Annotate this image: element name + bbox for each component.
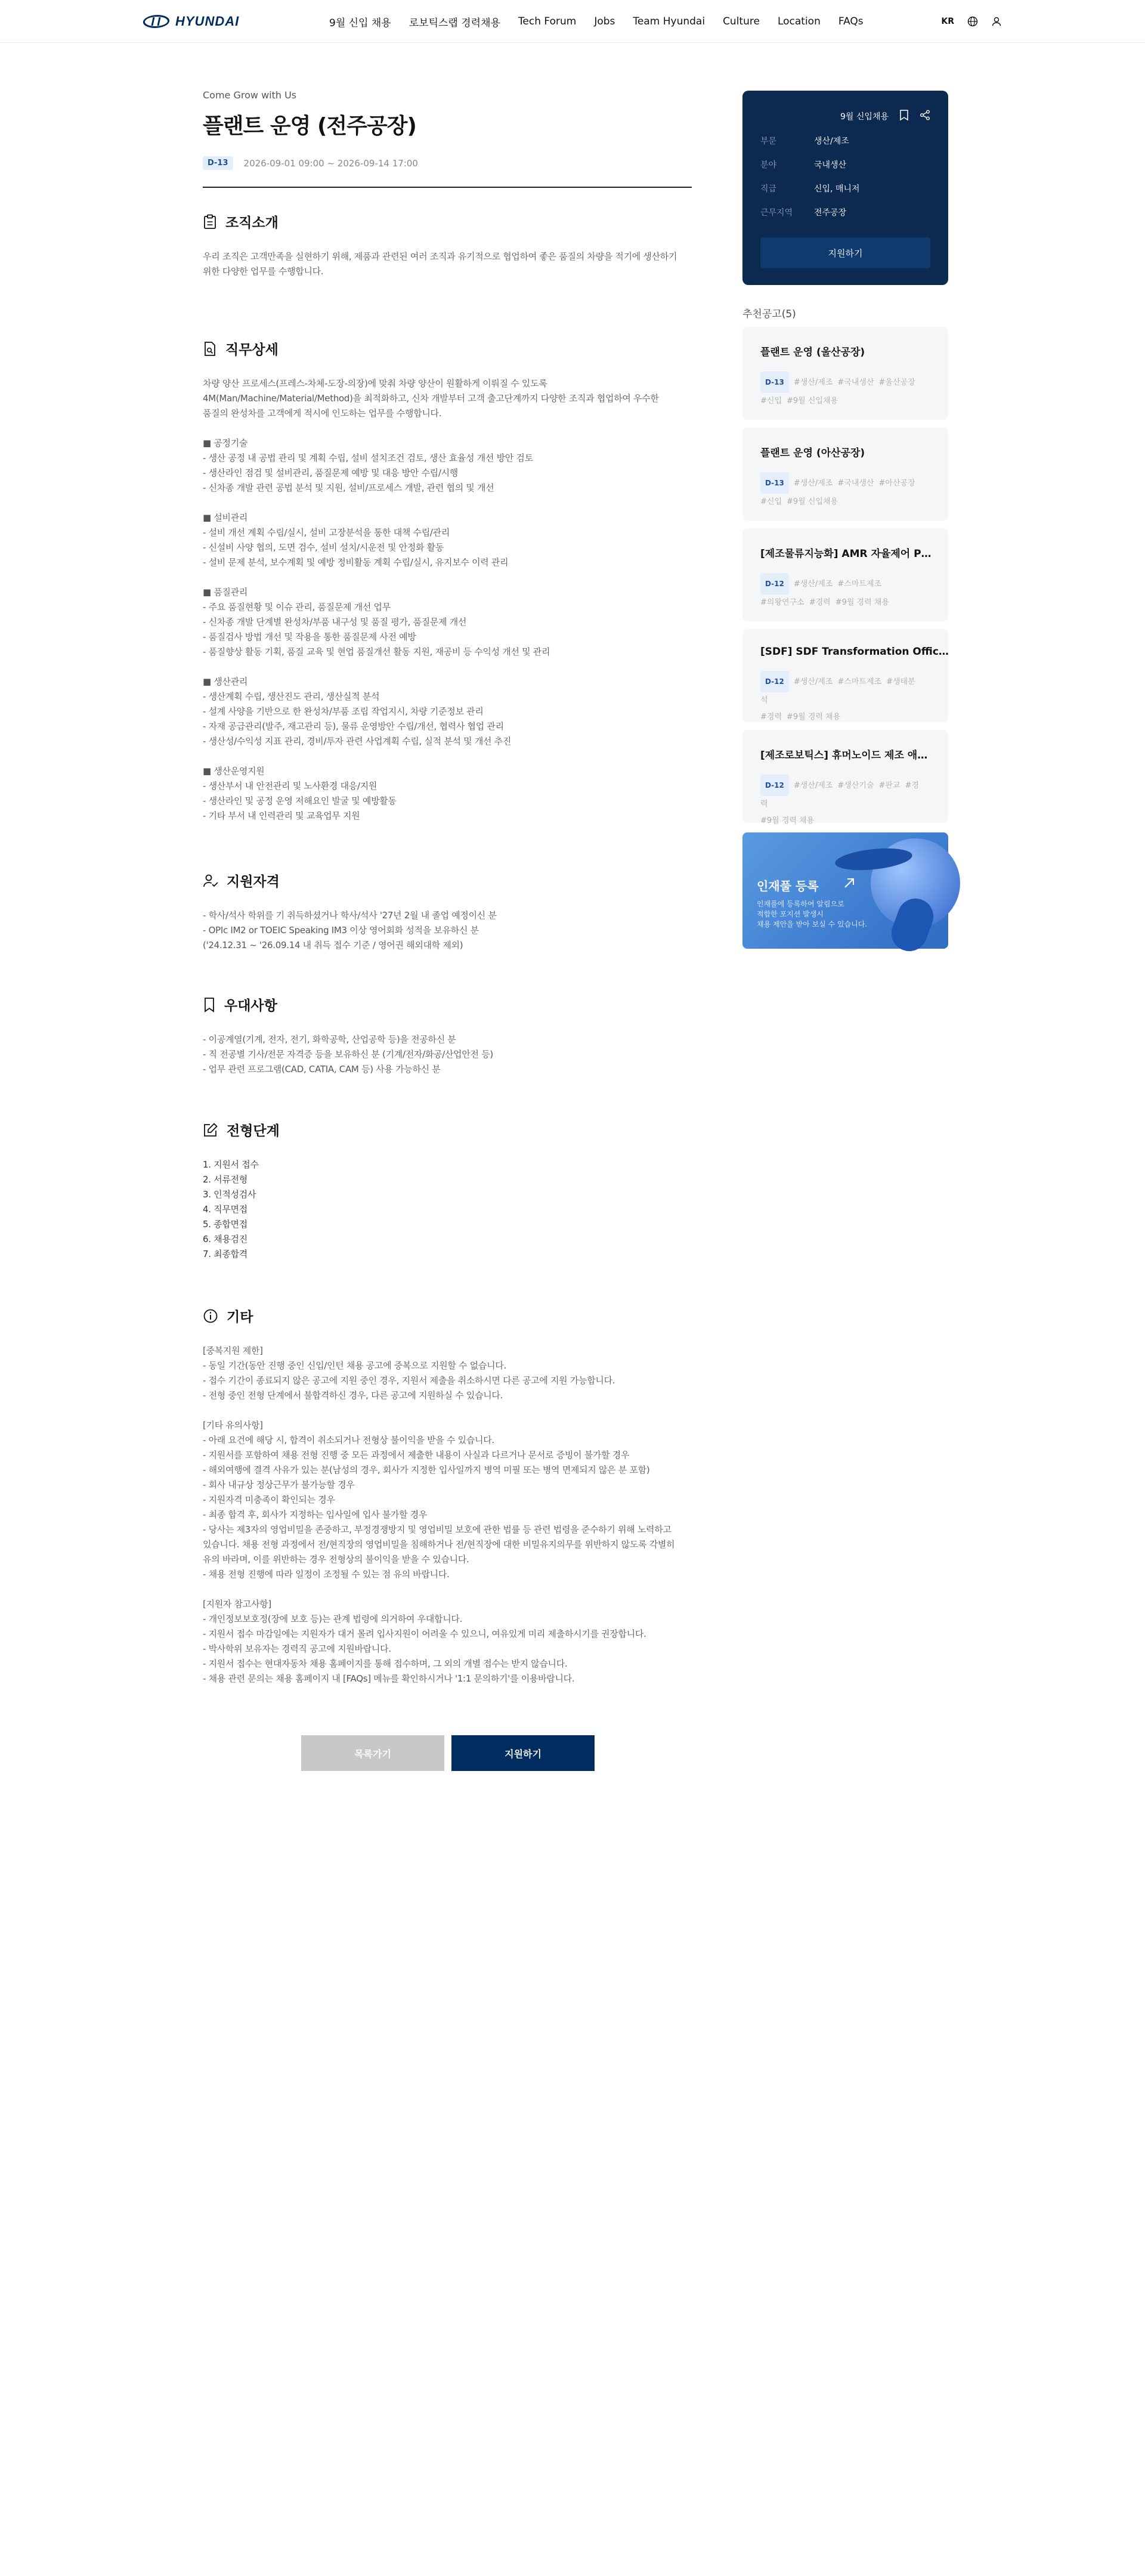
section-title: 직무상세 xyxy=(225,342,278,358)
global-header xyxy=(0,0,1145,43)
dday-badge: D-13 xyxy=(760,371,789,393)
tag: #경력 xyxy=(760,713,782,722)
clipboard-icon xyxy=(203,214,217,230)
document-search-icon xyxy=(203,341,217,357)
summary-row-location xyxy=(760,206,930,218)
bookmark-icon xyxy=(203,997,216,1013)
tag: #경력 xyxy=(760,781,919,809)
recommend-card[interactable] xyxy=(742,428,948,521)
summary-apply-button[interactable]: 지원하기 xyxy=(760,237,930,268)
recommend-tags xyxy=(760,472,927,510)
nav-item-culture[interactable]: Culture xyxy=(723,16,760,27)
nav-item-september-recruit[interactable]: 9월 신입 채용 xyxy=(329,17,391,29)
recommend-tags xyxy=(760,671,927,726)
recommend-heading: 추천공고(5) xyxy=(742,308,796,320)
nav-item-faqs[interactable]: FAQs xyxy=(838,16,864,27)
tag: #생산/제조 xyxy=(793,677,833,686)
summary-key: 부문 xyxy=(760,137,777,146)
summary-row-field xyxy=(760,159,930,171)
hyundai-emblem-icon xyxy=(142,15,171,28)
dday-badge: D-13 xyxy=(760,472,789,494)
summary-value: 신입, 매니저 xyxy=(814,184,860,194)
tag: #스마트제조 xyxy=(837,580,882,589)
recommend-title: [SDF] SDF Transformation Offic… xyxy=(760,646,949,658)
edit-icon xyxy=(203,1122,218,1138)
tag: #신입 xyxy=(760,497,782,506)
summary-key: 직급 xyxy=(760,184,777,194)
nav-item-tech-forum[interactable]: Tech Forum xyxy=(518,16,577,27)
section-qualification xyxy=(203,871,692,953)
logo-wordmark: HYUNDAI xyxy=(175,14,240,29)
summary-value: 국내생산 xyxy=(814,160,847,170)
summary-row-division xyxy=(760,135,930,147)
section-body: 1. 지원서 접수 2. 서류전형 3. 인적성검사 4. 직무면접 5. 종합면접 6. 채용검진 7. 최종합격 xyxy=(203,1159,259,1259)
bookmark-icon[interactable] xyxy=(899,110,909,123)
language-selector[interactable]: KR xyxy=(941,17,954,26)
list-button[interactable]: 목록가기 xyxy=(301,1735,444,1771)
section-process xyxy=(203,1120,692,1262)
tag: #생태분석 xyxy=(760,677,915,705)
dday-badge: D-13 xyxy=(203,156,233,170)
tag: #울산공장 xyxy=(878,378,915,387)
section-duty xyxy=(203,339,692,823)
recommend-title: 플랜트 운영 (울산공장) xyxy=(760,346,865,358)
tag: #생산/제조 xyxy=(793,378,833,387)
job-summary-card xyxy=(742,91,948,285)
nav-item-jobs[interactable]: Jobs xyxy=(594,16,615,27)
tag: #경력 xyxy=(809,598,831,607)
info-icon xyxy=(203,1308,218,1324)
section-body: - 이공계열(기계, 전자, 전기, 화학공학, 산업공학 등)을 전공하신 분 - 직 전공별 기사/전문 자격증 등을 보유하신 분 (기계/전자/화공/산업안전 등) - 업무 관련 프로그램(CAD, CATIA, CAM 등) 사용 가능하신 분 xyxy=(203,1034,493,1075)
tag: #9월 신입채용 xyxy=(787,397,838,405)
job-meta xyxy=(203,156,692,188)
recommend-tags xyxy=(760,371,927,410)
section-title: 지원자격 xyxy=(227,874,280,890)
section-title: 우대사항 xyxy=(224,998,277,1014)
dday-badge: D-12 xyxy=(760,775,789,796)
recruit-type-label: 9월 신입채용 xyxy=(840,112,889,122)
banner-description: 인재풀에 등록하여 알림으로 적합한 포지션 발생시 채용 제안을 받아 보실 수 있습니다. xyxy=(757,900,868,928)
share-icon[interactable] xyxy=(920,110,930,123)
summary-value: 생산/제조 xyxy=(814,137,849,146)
dday-badge: D-12 xyxy=(760,671,789,692)
section-title: 기타 xyxy=(227,1309,253,1325)
nav-item-location[interactable]: Location xyxy=(777,16,821,27)
recommend-tags xyxy=(760,775,927,829)
section-preference xyxy=(203,995,692,1077)
tag: #생산기술 xyxy=(837,781,874,790)
section-etc xyxy=(203,1306,692,1686)
tag: #9월 경력 채용 xyxy=(835,598,889,607)
tag: #신입 xyxy=(760,397,782,405)
main-nav xyxy=(329,0,881,43)
hyundai-logo[interactable] xyxy=(143,13,239,30)
apply-button[interactable]: 지원하기 xyxy=(451,1735,595,1771)
user-check-icon xyxy=(203,874,218,888)
section-title: 전형단계 xyxy=(227,1123,280,1139)
section-body: - 학사/석사 학위를 기 취득하셨거나 학사/석사 '27년 2월 내 졸업 예정이신 분 - OPIc IM2 or TOEIC Speaking IM3 이상 영어회화 성적을 보유하신 분 ('24.12.31 ~ '26.09.14 내 취득 접수 기준 / 영어권 해외대학 제외) xyxy=(203,910,497,950)
header-utilities xyxy=(941,0,1002,43)
summary-key: 근무지역 xyxy=(760,208,793,218)
tag: #9월 경력 채용 xyxy=(787,713,841,722)
talent-pool-banner[interactable] xyxy=(742,832,948,949)
recommend-title: [제조물류지능화] AMR 자율제어 P… xyxy=(760,548,932,560)
section-body: [중복지원 제한] - 동일 기간(동안 진행 중인 신입/인턴 채용 공고에 중복으로 지원할 수 없습니다. - 접수 기간이 종료되지 않은 공고에 지원 중인 경우, 지원서 제출을 취소하시면 다른 공고에 지원 가능합니다. - 전형 중인 전형 단계에서 불합격하신 경우, 다른 공고에 지원하실 수 있습니다. [기타 유의사항] - 아래 요건에 해당 시, 합격이 취소되거나 전형상 불이익을 받을 수 있습니다. - 지원서를 포함하여 채용 전형 진행 중 모든 과정에서 제출한 내용이 사실과 다르거나 문서로 증빙이 불가할 경우 - 해외여행에 결격 사유가 있는 분(남성의 경우, 회사가 지정한 입사일까지 병역 미필 또는 병역 면제되지 않은 분 포함) - 회사 내규상 정상근무가 불가능할 경우 - 지원자격 미충족이 확인되는 경우 - 최종 합격 후, 회사가 지정하는 입사일에 입사 불가할 경우 - 당사는 제3자의 영업비밀을 존중하고, 부정경쟁방지 및 영업비밀 보호에 관한 법률 등 관련 법령을 준수하기 위해 노력하고 있습니다. 채용 전형 과정에서 전/현직장의 영업비밀을 침해하거나 전/현직장에 대한 비밀유지의무를 위반하지 않도록 각별히 유의 바라며, 이를 위반하는 경우 전형상의 불이익을 받을 수 있습니다. - 채용 전형 진행에 따라 일정이 조정될 수 있는 점 유의 바랍니다. [지원자 참고사항] - 개인정보보호정(장에 보호 등)는 관계 법령에 의거하여 우대합니다. - 지원서 접수 마감일에는 지원자가 대거 몰려 입사지원이 어려울 수 있으니, 여유있게 미리 제출하시기를 권장합니다. - 박사학위 보유자는 경력직 공고에 지원바랍니다. - 지원서 접수는 현대자동차 채용 홈페이지를 통해 접수하며, 그 외의 개별 접수는 받지 않습니다. - 채용 관련 문의는 채용 홈페이지 내 [FAQs] 메뉴를 확인하시거나 '1:1 문의하기'를 이용바랍니다. xyxy=(203,1345,675,1684)
tag: #생산/제조 xyxy=(793,580,833,589)
summary-value: 전주공장 xyxy=(814,208,847,218)
recommend-title: 플랜트 운영 (아산공장) xyxy=(760,447,865,459)
recommend-tags xyxy=(760,573,927,611)
nav-item-robotics-lab[interactable]: 로보틱스랩 경력채용 xyxy=(409,17,500,29)
tag: #국내생산 xyxy=(837,479,874,488)
summary-key: 분야 xyxy=(760,160,777,170)
tag: #생산/제조 xyxy=(793,781,833,790)
user-icon[interactable] xyxy=(991,16,1002,27)
section-body: 차량 양산 프로세스(프레스-차체-도장-의장)에 맞춰 차량 양산이 원활하게 이뤄질 수 있도록 4M(Man/Machine/Material/Method)을 최적화하고, 신차 개발부터 고객 출고단계까지 다양한 조직과 협업하여 우수한 품질의 완성차를 고객에게 적시에 인도하는 업무를 수행합니다. ■ 공정기술 - 생산 공정 내 공법 관리 및 계획 수립, 설비 설치조건 검토, 생산 효율성 개선 방안 검토 - 생산라인 점검 및 설비관리, 품질문제 예방 및 대응 방안 수립/시행 - 신차종 개발 관련 공법 분석 및 지원, 설비/프로세스 개발, 관련 협의 및 개선 ■ 설비관리 - 설비 개선 계획 수립/실시, 설비 고장분석을 통한 대책 수립/관리 - 신설비 사양 협의, 도면 검수, 설비 설치/시운전 및 안정화 활동 - 설비 문제 분석, 보수계획 및 예방 정비활동 계획 수립/실시, 유지보수 이력 관리 ■ 품질관리 - 주요 품질현황 및 이슈 관리, 품질문제 개선 업무 - 신차종 개발 단계별 완성차/부품 내구성 및 품질 평가, 품질문제 개선 - 품질검사 방법 개선 및 작용을 통한 품질문제 사전 예방 - 품질향상 활동 기획, 품질 교육 및 현업 품질개선 활동 지원, 재공비 등 수익성 개선 및 관리 ■ 생산관리 - 생산계획 수립, 생산진도 관리, 생산실적 분석 - 설계 사양을 기반으로 한 완성차/부품 조립 작업지시, 차량 기준정보 관리 - 자재 공급관리(발주, 재고관리 등), 물류 운영방안 수립/개선, 협력사 협업 관리 - 생산성/수익성 지표 관리, 경비/투자 관련 사업계획 수립, 실적 분석 및 개선 추진 ■ 생산운영지원 - 생산부서 내 안전관리 및 노사환경 대응/지원 - 생산라인 및 공정 운영 저해요인 발굴 및 예방활동 - 기타 부서 내 인력관리 및 교육업무 지원 xyxy=(203,378,659,821)
section-org xyxy=(203,212,692,279)
recommend-title: [제조로보틱스] 휴머노이드 제조 애… xyxy=(760,750,928,761)
tag: #국내생산 xyxy=(837,378,874,387)
job-header xyxy=(203,89,692,188)
dday-badge: D-12 xyxy=(760,573,789,595)
tag: #스마트제조 xyxy=(837,677,882,686)
section-body: 우리 조직은 고객만족을 실현하기 위해, 제품과 관련된 여러 조직과 유기적으로 협업하여 좋은 품질의 차량을 적기에 생산하기 위한 다양한 업무를 수행합니다. xyxy=(203,251,677,277)
application-period: 2026-09-01 09:00 ~ 2026-09-14 17:00 xyxy=(243,157,418,169)
tag: #생산/제조 xyxy=(793,479,833,488)
recommend-card[interactable] xyxy=(742,528,948,621)
nav-item-team-hyundai[interactable]: Team Hyundai xyxy=(633,16,705,27)
arrow-up-right-icon xyxy=(843,877,856,892)
summary-row-level xyxy=(760,182,930,194)
recommend-card[interactable] xyxy=(742,730,948,823)
recommend-card[interactable] xyxy=(742,629,948,722)
tag: #9월 경력 채용 xyxy=(760,816,815,825)
tag: #9월 신입채용 xyxy=(787,497,838,506)
tag: #판교 xyxy=(878,781,900,790)
globe-icon[interactable] xyxy=(967,16,978,27)
tag: #의왕연구소 xyxy=(760,598,804,607)
page-title: 플랜트 운영 (전주공장) xyxy=(203,114,416,138)
recommend-card[interactable] xyxy=(742,327,948,420)
bottom-actions xyxy=(301,1735,595,1771)
section-title: 조직소개 xyxy=(225,215,278,231)
eyebrow-text: Come Grow with Us xyxy=(203,89,297,101)
banner-title: 인재풀 등록 xyxy=(757,879,819,893)
tag: #아산공장 xyxy=(878,479,915,488)
